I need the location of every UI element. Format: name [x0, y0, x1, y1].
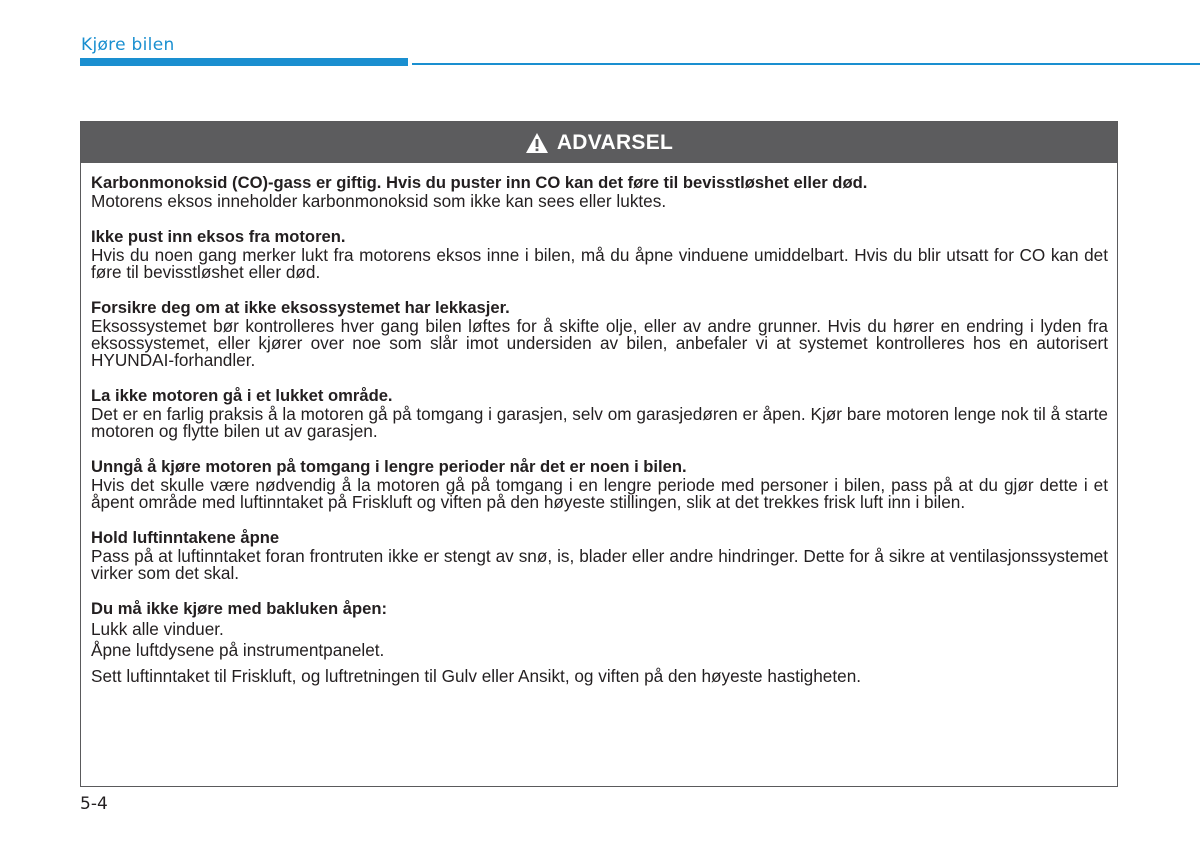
warning-triangle-icon [525, 132, 549, 154]
warning-header [81, 122, 1117, 163]
paragraph-text: Pass på at luftinntaket foran frontruten ikke er stengt av snø, is, blader eller andre hindringer. Dette for å sikre at ventilasjonssystemet virker som det skal. [91, 546, 1108, 583]
paragraph-heading: Du må ikke kjøre med bakluken åpen: [91, 599, 388, 618]
warning-title: ADVARSEL [556, 130, 674, 154]
instruction-line: Lukk alle vinduer. [91, 619, 224, 639]
paragraph-heading: Ikke pust inn eksos fra motoren. [91, 227, 346, 246]
warning-paragraph [91, 457, 1108, 511]
paragraph-heading: La ikke motoren gå i et lukket område. [91, 386, 393, 405]
warning-paragraph [91, 386, 1108, 440]
warning-paragraph [91, 298, 1108, 369]
paragraph-text: Hvis det skulle være nødvendig å la motoren gå på tomgang i en lengre periode med personer i bilen, pass på at du gjør dette i et åpent område med luftinntaket på Friskluft og viften på den høyeste stillingen, slik at det trekkes frisk luft inn i bilen. [91, 475, 1108, 512]
warning-body [81, 163, 1117, 687]
warning-paragraph [91, 173, 1108, 210]
paragraph-text: Det er en farlig praksis å la motoren gå på tomgang i garasjen, selv om garasjedøren er åpen. Kjør bare motoren lenge nok til å starte motoren og flytte bilen ut av garasjen. [91, 404, 1108, 441]
page-number: 5-4 [80, 794, 108, 814]
header-rule-thin [412, 63, 1200, 65]
warning-paragraph [91, 227, 1108, 281]
paragraph-heading: Karbonmonoksid (CO)-gass er giftig. Hvis du puster inn CO kan det føre til bevisstløshet eller død. [91, 173, 868, 192]
warning-paragraph-last [91, 599, 1108, 687]
paragraph-heading: Forsikre deg om at ikke eksossystemet har lekkasjer. [91, 298, 510, 317]
paragraph-text: Motorens eksos inneholder karbonmonoksid som ikke kan sees eller luktes. [91, 191, 667, 211]
paragraph-text: Hvis du noen gang merker lukt fra motorens eksos inne i bilen, må du åpne vinduene umiddelbart. Hvis du blir utsatt for CO kan det føre til bevisstløshet eller død. [91, 245, 1108, 282]
paragraph-heading: Unngå å kjøre motoren på tomgang i lengre perioder når det er noen i bilen. [91, 457, 687, 476]
header-rule-thick [80, 58, 408, 66]
warning-paragraph [91, 528, 1108, 582]
paragraph-heading: Hold luftinntakene åpne [91, 528, 280, 547]
warning-box [80, 121, 1118, 787]
paragraph-text: Eksossystemet bør kontrolleres hver gang bilen løftes for å skifte olje, eller av andre grunner. Hvis du hører en endring i lyden fra eksossystemet, eller kjører over noe som slår imot undersiden av bilen, anbefaler vi at systemet kontrolleres hos en autorisert HYUNDAI-forhandler. [91, 316, 1108, 370]
section-title: Kjøre bilen [81, 35, 175, 55]
instruction-line: Åpne luftdysene på instrumentpanelet. [91, 640, 385, 660]
instruction-line: Sett luftinntaket til Friskluft, og luftretningen til Gulv eller Ansikt, og viften på den høyeste hastigheten. [91, 666, 862, 686]
